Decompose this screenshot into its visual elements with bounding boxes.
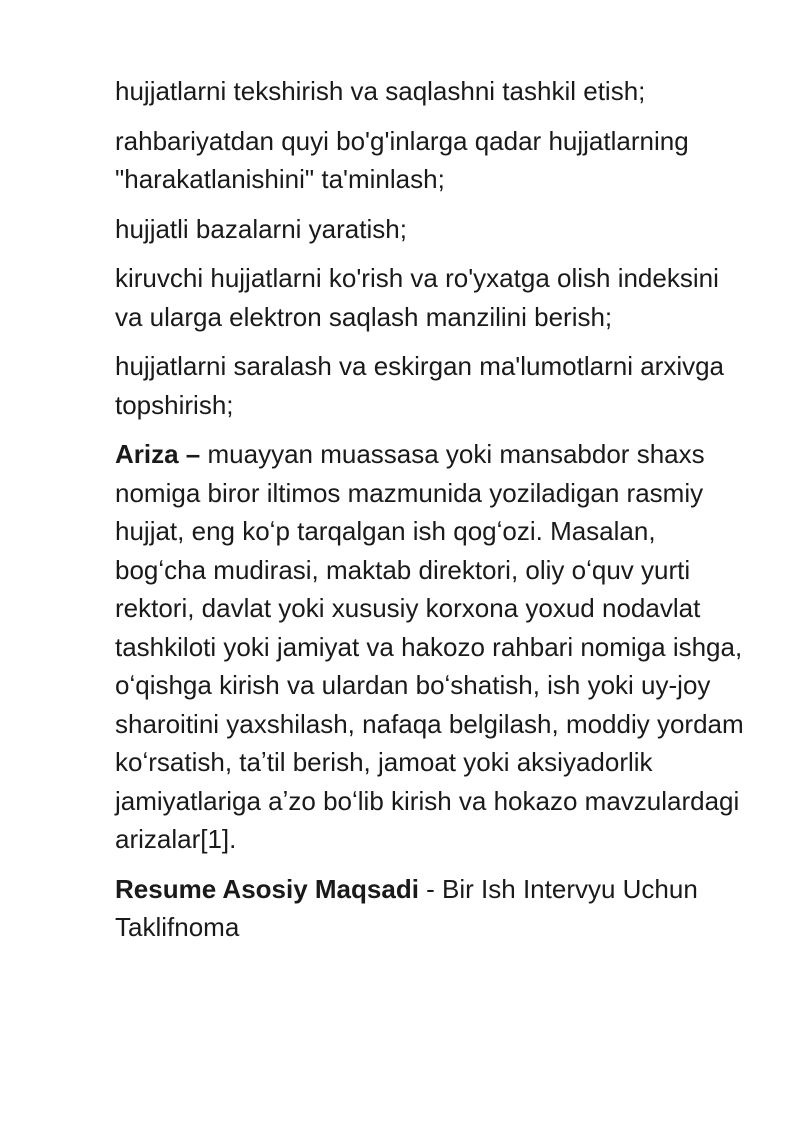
document-page bbox=[115, 72, 745, 958]
paragraph-archiving bbox=[115, 347, 745, 424]
paragraph-text: hujjatlarni tekshirish va saqlashni tashkil etish; bbox=[115, 76, 646, 106]
paragraph-document-movement bbox=[115, 122, 745, 199]
term-resume: Resume Asosiy Maqsadi bbox=[115, 873, 419, 904]
term-ariza: Ariza – bbox=[115, 439, 201, 469]
paragraph-resume-purpose bbox=[115, 870, 745, 947]
paragraph-text: - Bir Ish Intervyu Uchun Taklifnoma bbox=[115, 873, 698, 942]
paragraph-incoming-documents bbox=[115, 259, 745, 336]
paragraph-text: rahbariyatdan quyi bo'g'inlarga qadar hujjatlarning "harakatlanishini" ta'minlash; bbox=[115, 125, 689, 194]
paragraph-text: hujjatli bazalarni yaratish; bbox=[115, 213, 407, 244]
paragraph-document-checking bbox=[115, 72, 745, 111]
paragraph-document-databases bbox=[115, 210, 745, 249]
paragraph-text: kiruvchi hujjatlarni ko'rish va ro'yxatga olish indeksini va ularga elektron saqlash manzilini berish; bbox=[115, 263, 719, 332]
paragraph-ariza-definition bbox=[115, 435, 745, 859]
paragraph-text: muayyan muassasa yoki mansabdor shaxs nomiga biror iltimos mazmunida yoziladigan rasmiy hujjat, eng koʻp tarqalgan ish qogʻozi. Masalan, bogʻcha mudirasi, maktab direktori, oliy oʻquv yurti rektori, davlat yoki xususiy korxona yoxud nodavlat tashkiloti yoki jamiyat va hakozo rahbari nomiga ishga, oʻqishga kirish va ulardan boʻshatish, ish yoki uy-joy sharoitini yaxshilash, nafaqa belgilash, moddiy yordam koʻrsatish, taʼtil berish, jamoat yoki aksiyadorlik jamiyatlariga aʼzo boʻlib kirish va hokazo mavzulardagi arizalar[1]. bbox=[115, 439, 744, 854]
paragraph-text: hujjatlarni saralash va eskirgan ma'lumotlarni arxivga topshirish; bbox=[115, 351, 725, 420]
